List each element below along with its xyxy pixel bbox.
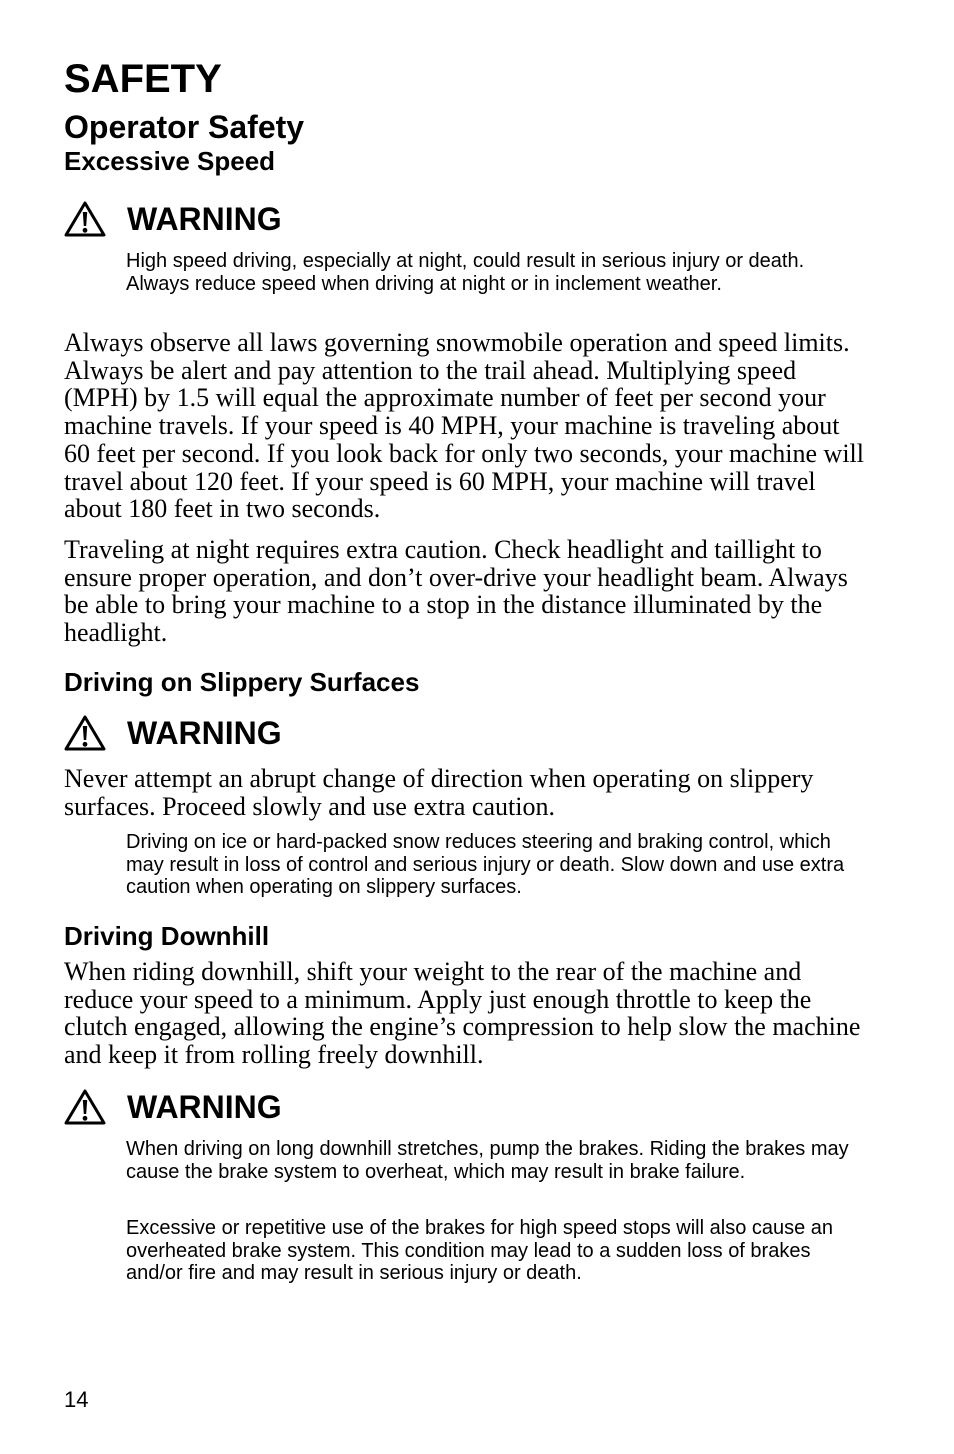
paragraph-downhill: When riding downhill, shift your weight to the rear of the machine and reduce your speed to a minimum. Apply just enough throttle to keep the clutch engaged, allowing the engine’s compression to help slow the machine and keep it from rolling freely downhill. — [64, 957, 861, 1070]
warning-text: Excessive or repetitive use of the brakes for high speed stops will also cause an overheated brake system. This condition may lead to a sudden loss of brakes and/or fire and may result in serious injury or death. — [126, 1217, 834, 1284]
warning-header — [64, 713, 282, 753]
warning-label: WARNING — [127, 201, 282, 237]
warning-label: WARNING — [127, 1089, 282, 1125]
subsection-title: Operator Safety — [64, 109, 305, 145]
warning-triangle-icon — [64, 715, 106, 751]
warning-triangle-icon — [64, 1089, 106, 1125]
warning-text: High speed driving, especially at night, could result in serious injury or death. Always reduce speed when driving at night or in inclement weather. — [126, 250, 805, 295]
page-number: 14 — [64, 1387, 89, 1412]
warning-label: WARNING — [127, 715, 282, 751]
section-title: SAFETY — [64, 57, 222, 101]
warning-header — [64, 199, 282, 239]
paragraph-night-travel: Traveling at night requires extra caution. Check headlight and taillight to ensure proper operation, and don’t over-drive your headlight beam. Always be able to bring your machine to a stop in the distance illuminated by the headlight. — [64, 535, 848, 648]
heading-excessive-speed: Excessive Speed — [64, 146, 276, 176]
warning-text: When driving on long downhill stretches, pump the brakes. Riding the brakes may cause the brake system to overheat, which may result in brake failure. — [126, 1138, 849, 1183]
paragraph-speed-laws: Always observe all laws governing snowmobile operation and speed limits. Always be alert and pay attention to the trail ahead. Multiplying speed (MPH) by 1.5 will equal the approximate number of feet per second your machine travels. If your speed is 40 MPH, your machine is traveling about 60 feet per second. If you look back for only two seconds, your machine will travel about 120 feet. If your speed is 60 MPH, your machine will travel about 180 feet in two seconds. — [64, 328, 865, 524]
heading-driving-downhill: Driving Downhill — [64, 921, 270, 951]
warning-header — [64, 1087, 282, 1127]
heading-slippery-surfaces: Driving on Slippery Surfaces — [64, 667, 420, 697]
warning-triangle-icon — [64, 201, 106, 237]
paragraph-slippery: Never attempt an abrupt change of direction when operating on slippery surfaces. Proceed slowly and use extra caution. — [64, 764, 814, 821]
warning-text: Driving on ice or hard-packed snow reduces steering and braking control, which may result in loss of control and serious injury or death. Slow down and use extra caution when operating on slippery surfaces. — [126, 831, 845, 898]
